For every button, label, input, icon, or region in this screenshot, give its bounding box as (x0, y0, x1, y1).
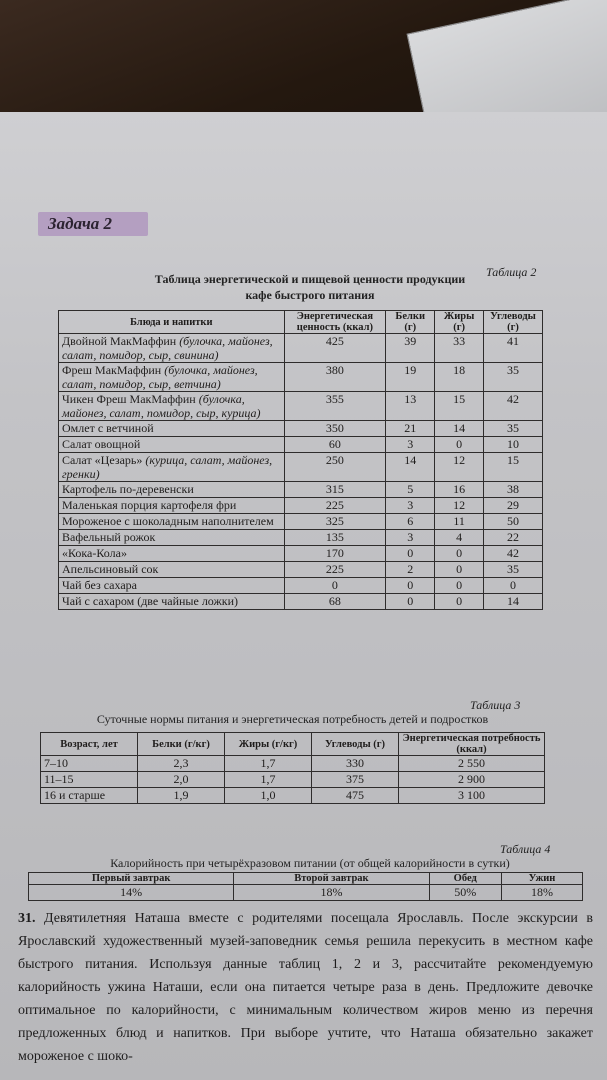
table2-title-line2: кафе быстрого питания (245, 288, 375, 302)
table-row (41, 788, 545, 804)
dish-cell (59, 498, 285, 514)
value-cell-kcal: 425 (284, 334, 386, 363)
dish-name: Маленькая порция картофеля фри (62, 498, 237, 512)
value-cell-fat: 12 (435, 498, 484, 514)
table-row (59, 482, 543, 498)
table-cell: 18% (234, 885, 429, 901)
dish-cell (59, 363, 285, 392)
table-row (59, 334, 543, 363)
column-header: Ужин (501, 873, 582, 885)
column-header: Белки (г/кг) (138, 733, 225, 756)
value-cell-carbs: 38 (484, 482, 543, 498)
value-cell-carbs: 22 (484, 530, 543, 546)
value-cell-carbs: 42 (484, 546, 543, 562)
norm-cell-fat: 1,7 (225, 756, 312, 772)
value-cell-protein: 3 (386, 437, 435, 453)
value-cell-protein: 5 (386, 482, 435, 498)
value-cell-protein: 3 (386, 530, 435, 546)
norm-cell-age: 7–10 (41, 756, 138, 772)
value-cell-fat: 0 (435, 546, 484, 562)
table-cell: 14% (29, 885, 234, 901)
value-cell-fat: 0 (435, 562, 484, 578)
value-cell-carbs: 42 (484, 392, 543, 421)
norm-cell-carbs: 330 (312, 756, 399, 772)
value-cell-carbs: 29 (484, 498, 543, 514)
column-header: Белки (г) (386, 311, 435, 334)
dish-name: Мороженое с шоколадным наполнителем (62, 514, 274, 528)
dish-cell (59, 562, 285, 578)
value-cell-fat: 16 (435, 482, 484, 498)
table4-label: Таблица 4 (500, 842, 551, 856)
value-cell-protein: 0 (386, 594, 435, 610)
value-cell-fat: 4 (435, 530, 484, 546)
value-cell-kcal: 225 (284, 498, 386, 514)
dish-name: «Кока-Кола» (62, 546, 127, 560)
norm-cell-protein: 2,0 (138, 772, 225, 788)
norm-cell-age: 11–15 (41, 772, 138, 788)
norm-cell-energy: 2 900 (399, 772, 545, 788)
problem-number: 31. (18, 911, 36, 926)
value-cell-carbs: 0 (484, 578, 543, 594)
table-row (59, 530, 543, 546)
value-cell-protein: 14 (386, 453, 435, 482)
value-cell-kcal: 68 (284, 594, 386, 610)
value-cell-fat: 15 (435, 392, 484, 421)
column-header: Блюда и напитки (59, 311, 285, 334)
table-header-row (41, 733, 545, 756)
value-cell-protein: 2 (386, 562, 435, 578)
value-cell-carbs: 35 (484, 562, 543, 578)
column-header: Энергетическая потребность (ккал) (399, 733, 545, 756)
value-cell-protein: 19 (386, 363, 435, 392)
value-cell-protein: 21 (386, 421, 435, 437)
value-cell-carbs: 35 (484, 421, 543, 437)
table-cell: 50% (429, 885, 501, 901)
task-label: Задача 2 (38, 212, 148, 236)
dish-cell (59, 578, 285, 594)
value-cell-fat: 12 (435, 453, 484, 482)
value-cell-carbs: 35 (484, 363, 543, 392)
value-cell-carbs: 14 (484, 594, 543, 610)
column-header: Второй завтрак (234, 873, 429, 885)
norm-cell-fat: 1,0 (225, 788, 312, 804)
value-cell-kcal: 355 (284, 392, 386, 421)
dish-name: Чай с сахаром (две чайные ложки) (62, 594, 239, 608)
value-cell-kcal: 135 (284, 530, 386, 546)
problem-body: Девятилетняя Наташа вместе с родителями посещала Ярославль. После экскурсии в Ярославский художественный музей-заповедник семья решила перекусить в местном кафе быстрого питания. Используя данные таблиц 1, 2 и 3, рассчитайте рекомендуемую калорийность ужина Наташи, если она питается четыре раза в день. Предложите девочке оптимальное по калорийности, с минимальным количеством жиров меню из перечня предложенных блюд и напитков. При выборе учтите, что Наташа обязательно закажет мороженое с шоко- (18, 911, 593, 1064)
dish-ingredients: (булочка, майонез, салат, помидор, сыр, ветчина) (62, 363, 258, 391)
table-row (59, 421, 543, 437)
table2-label: Таблица 2 (486, 265, 537, 279)
dish-name: Двойной МакМаффин (62, 334, 177, 348)
meal-calorie-table (28, 872, 583, 901)
value-cell-fat: 0 (435, 437, 484, 453)
value-cell-carbs: 15 (484, 453, 543, 482)
textbook-page (0, 112, 607, 1080)
table-row (59, 392, 543, 421)
table-row (59, 437, 543, 453)
column-header: Возраст, лет (41, 733, 138, 756)
table-row (41, 772, 545, 788)
value-cell-kcal: 0 (284, 578, 386, 594)
problem-text (18, 907, 593, 1068)
column-header: Жиры (г) (435, 311, 484, 334)
table-row (59, 546, 543, 562)
dish-name: Вафельный рожок (62, 530, 156, 544)
value-cell-kcal: 60 (284, 437, 386, 453)
value-cell-kcal: 350 (284, 421, 386, 437)
dish-name: Салат «Цезарь» (62, 453, 143, 467)
dish-cell (59, 514, 285, 530)
table-row (59, 514, 543, 530)
value-cell-protein: 39 (386, 334, 435, 363)
dish-name: Чай без сахара (62, 578, 137, 592)
table-row (59, 594, 543, 610)
value-cell-protein: 0 (386, 546, 435, 562)
column-header: Жиры (г/кг) (225, 733, 312, 756)
table4-title: Калорийность при четырёхразовом питании (от общей калорийности в сутки) (110, 856, 510, 870)
dish-cell (59, 437, 285, 453)
dish-cell (59, 546, 285, 562)
table-header-row (59, 311, 543, 334)
norm-cell-carbs: 375 (312, 772, 399, 788)
value-cell-protein: 6 (386, 514, 435, 530)
value-cell-fat: 33 (435, 334, 484, 363)
daily-norms-table (40, 732, 545, 804)
column-header: Энергетическая ценность (ккал) (284, 311, 386, 334)
table-row (59, 562, 543, 578)
norm-cell-carbs: 475 (312, 788, 399, 804)
value-cell-fat: 18 (435, 363, 484, 392)
table-row (59, 453, 543, 482)
value-cell-carbs: 10 (484, 437, 543, 453)
dish-name: Фреш МакМаффин (62, 363, 162, 377)
value-cell-kcal: 170 (284, 546, 386, 562)
dish-cell (59, 453, 285, 482)
table-row (29, 885, 583, 901)
dish-name: Картофель по-деревенски (62, 482, 194, 496)
nutrition-table (58, 310, 543, 610)
norm-cell-fat: 1,7 (225, 772, 312, 788)
norm-cell-age: 16 и старше (41, 788, 138, 804)
value-cell-fat: 0 (435, 578, 484, 594)
value-cell-fat: 0 (435, 594, 484, 610)
column-header: Углеводы (г) (312, 733, 399, 756)
value-cell-carbs: 41 (484, 334, 543, 363)
table-row (59, 363, 543, 392)
column-header: Углеводы (г) (484, 311, 543, 334)
norm-cell-protein: 2,3 (138, 756, 225, 772)
dish-ingredients: (булочка, майонез, салат, помидор, сыр, свинина) (62, 334, 273, 362)
dish-cell (59, 334, 285, 363)
value-cell-protein: 0 (386, 578, 435, 594)
value-cell-kcal: 250 (284, 453, 386, 482)
norm-cell-energy: 3 100 (399, 788, 545, 804)
dish-cell (59, 482, 285, 498)
value-cell-fat: 14 (435, 421, 484, 437)
value-cell-protein: 13 (386, 392, 435, 421)
dish-name: Салат овощной (62, 437, 141, 451)
value-cell-kcal: 315 (284, 482, 386, 498)
table-cell: 18% (501, 885, 582, 901)
value-cell-kcal: 380 (284, 363, 386, 392)
norm-cell-protein: 1,9 (138, 788, 225, 804)
dish-ingredients: (булочка, майонез, салат, помидор, сыр, курица) (62, 392, 261, 420)
column-header: Первый завтрак (29, 873, 234, 885)
table3-title: Суточные нормы питания и энергетическая потребность детей и подростков (96, 712, 489, 726)
column-header: Обед (429, 873, 501, 885)
table-row (41, 756, 545, 772)
value-cell-fat: 11 (435, 514, 484, 530)
dish-cell (59, 594, 285, 610)
dish-name: Чикен Фреш МакМаффин (62, 392, 196, 406)
table-header-row (29, 873, 583, 885)
table3-label: Таблица 3 (470, 698, 521, 712)
value-cell-kcal: 325 (284, 514, 386, 530)
value-cell-carbs: 50 (484, 514, 543, 530)
dish-cell (59, 530, 285, 546)
dish-name: Апельсиновый сок (62, 562, 159, 576)
table2-title-line1: Таблица энергетической и пищевой ценности продукции (154, 272, 466, 286)
dish-name: Омлет с ветчиной (62, 421, 154, 435)
table-row (59, 498, 543, 514)
dish-ingredients: (курица, салат, майонез, гренки) (62, 453, 273, 481)
value-cell-kcal: 225 (284, 562, 386, 578)
table-row (59, 578, 543, 594)
norm-cell-energy: 2 550 (399, 756, 545, 772)
dish-cell (59, 421, 285, 437)
dish-cell (59, 392, 285, 421)
value-cell-protein: 3 (386, 498, 435, 514)
